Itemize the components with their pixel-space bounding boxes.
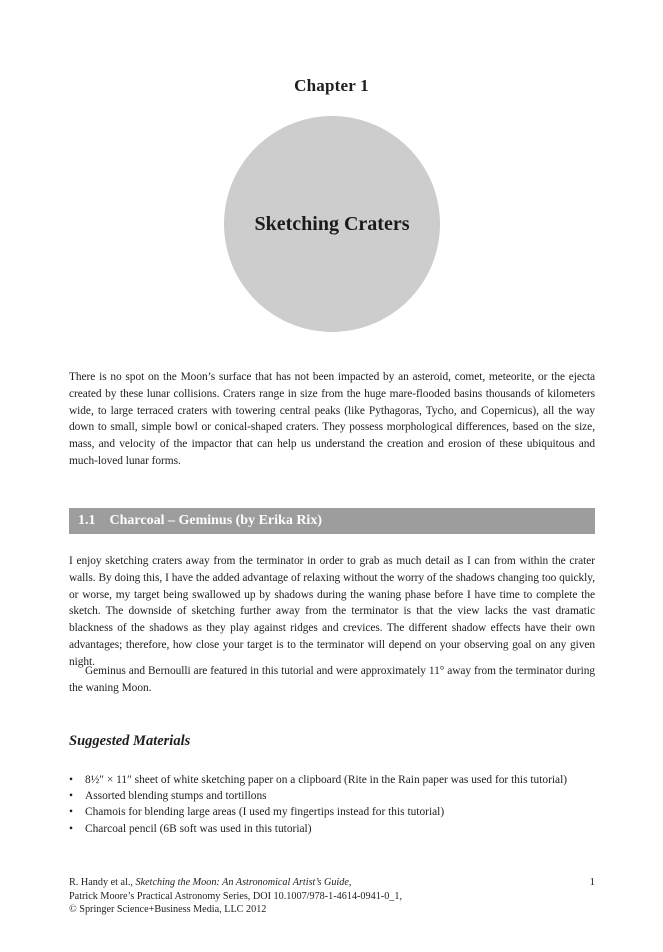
footer-authors: R. Handy et al., — [69, 877, 136, 888]
list-item — [69, 788, 595, 804]
chapter-title: Sketching Craters — [254, 212, 410, 235]
intro-paragraph: There is no spot on the Moon’s surface that has not been impacted by an asteroid, comet, meteorite, or the ejecta created by these lunar collisions. Craters range in size from the huge mare-flooded basins thousands of kilometers wide, to large terraced craters with towering central peaks (like Pythagoras, Tycho, and Copernicus), all the way down to small, simple bowl or conical-shaped craters. They possess morphological differences, based on the size, mass, and velocity of the impactor that can help us understand the creation and erosion of these ubiquitous and much-loved lunar forms. — [69, 371, 595, 467]
bullet-marker: • — [69, 790, 73, 803]
chapter-title-circle — [224, 116, 440, 332]
footer-citation-line — [69, 876, 595, 890]
footer-series: Patrick Moore’s Practical Astronomy Series, DOI 10.1007/978-1-4614-0941-0_1, — [69, 890, 403, 902]
bullet-marker: • — [69, 822, 73, 835]
materials-heading: Suggested Materials — [69, 733, 191, 749]
page-footer — [69, 876, 595, 917]
page-number: 1 — [589, 876, 595, 888]
bullet-marker: • — [69, 806, 73, 819]
chapter-label: Chapter 1 — [294, 76, 369, 95]
footer-copyright: © Springer Science+Business Media, LLC 2012 — [69, 904, 267, 916]
list-item-text: Chamois for blending large areas (I used my fingertips instead for this tutorial) — [85, 806, 445, 819]
footer-book-title: Sketching the Moon: An Astronomical Artist’s Guide — [135, 877, 349, 888]
list-item — [69, 821, 595, 837]
section-paragraph-1: I enjoy sketching craters away from the terminator in order to grab as much detail as I can from within the crater walls. By doing this, I have the added advantage of relaxing without the worry of the shadows changing too quickly, or worse, my target being swallowed up by shadows during the waning phase before I have time to complete the sketch. The downside of sketching further away from the terminator is that the view lacks the vast dramatic blackness of the shadows as they play against ridges and crevices. The different shadow effects have their own advantages; therefore, how close your target is to the terminator will depend on your observing goal on any given night. — [69, 555, 595, 668]
section-title: Charcoal – Geminus (by Erika Rix) — [109, 513, 322, 528]
list-item-text: Charcoal pencil (6B soft was used in this tutorial) — [85, 822, 312, 835]
list-item — [69, 804, 595, 820]
list-item-text: Assorted blending stumps and tortillons — [85, 790, 267, 803]
bullet-marker: • — [69, 774, 73, 786]
section-number: 1.1 — [78, 513, 96, 528]
section-paragraph-2: Geminus and Bernoulli are featured in this tutorial and were approximately 11° away from the terminator during the waning Moon. — [69, 665, 595, 694]
section-heading-bar — [69, 508, 595, 534]
list-item-text: 8½″ × 11″ sheet of white sketching paper on a clipboard (Rite in the Rain paper was used for this tutorial) — [85, 774, 568, 786]
footer-authors-end: , — [348, 877, 352, 888]
materials-list — [69, 772, 595, 837]
list-item — [69, 772, 595, 788]
